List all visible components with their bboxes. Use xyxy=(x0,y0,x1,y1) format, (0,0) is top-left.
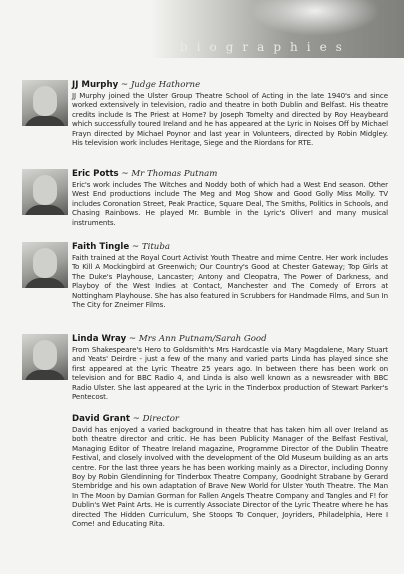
headshot-head xyxy=(33,340,57,370)
separator: ~ xyxy=(128,334,137,344)
banner-title: biographies xyxy=(180,40,351,54)
person-name: JJ Murphy xyxy=(72,80,119,90)
person-name: Eric Potts xyxy=(72,169,119,179)
headshot-photo xyxy=(22,80,68,126)
separator: ~ xyxy=(121,169,129,179)
bio-text xyxy=(72,414,388,528)
headshot-shoulders xyxy=(24,278,66,288)
bio-text xyxy=(72,80,388,147)
headshot-shoulders xyxy=(24,116,66,126)
name-line xyxy=(72,334,388,345)
headshot-shoulders xyxy=(24,370,66,380)
banner xyxy=(0,0,404,58)
person-role: Mrs Ann Putnam/Sarah Good xyxy=(138,334,267,344)
headshot-head xyxy=(33,86,57,116)
person-role: Tituba xyxy=(141,242,170,252)
separator: ~ xyxy=(132,414,140,424)
bio-paragraph: Eric's work includes The Witches and Noddy both of which had a West End season. Other West End productions include The Meg and Mog Show and Good Golly Miss Molly. TV includes Coronation Street, Peak Practice, Square Deal, The Smiths, Politics in Schools, and Chasing Rainbows. He played Mr. Bumble in the Lyric's Oliver! and many musical instruments. xyxy=(72,180,388,227)
headshot-photo xyxy=(22,334,68,380)
person-name: Faith Tingle xyxy=(72,242,130,252)
bio-paragraph: Faith trained at the Royal Court Activist Youth Theatre and mime Centre. Her work includes To Kill A Mockingbird at Greenwich; Our Country's Good at Chester Gateway; Top Girls at The Duke's Playhouse, Lancaster; Antony and Cleopatra, The Power of Darkness, and Playboy of the West Indies at Contact, Manchester and The Comedy of Errors at Nottingham Playhouse. She has also featured in Scrubbers for Handmade Films, and Sun In The City for Zneimer Films. xyxy=(72,253,388,310)
headshot-photo xyxy=(22,169,68,215)
headshot-shoulders xyxy=(24,205,66,215)
name-line xyxy=(72,242,388,253)
bio-text xyxy=(72,169,388,227)
bio-paragraph: David has enjoyed a varied background in theatre that has taken him all over Ireland as both theatre director and critic. He has been Publicity Manager of the Belfast Festival, Managing Editor of Theatre Ireland magazine, Programme Director of the Dublin Theatre Festival, and closely involved with the development of the Old Museum building as an arts centre. For the last three years he has been working mainly as a Director, including Donny Boy by Robin Glendinning for Tinderbox Theatre Company, Goodnight Strabane by Gerard Stembridge and his own adaptation of Brave New World for Ulster Youth Theatre. The Man In The Moon by Damian Gorman for Fallen Angels Theatre Company and Tangles and F! for Dublin's Wet Paint Arts. He is currently Associate Director of the Lyric Theatre where he has directed The Hidden Curriculum, She Stoops To Conquer, Joyriders, Philadelphia, Here I Come! and Educating Rita. xyxy=(72,425,388,529)
bio-text xyxy=(72,334,388,401)
person-role: Judge Hathorne xyxy=(130,80,201,90)
person-role: Director xyxy=(142,414,180,424)
separator: ~ xyxy=(120,80,129,90)
person-name: David Grant xyxy=(72,414,130,424)
bio-text xyxy=(72,242,388,309)
bio-paragraph: From Shakespeare's Hero to Goldsmith's Mrs Hardcastle via Mary Magdalene, Mary Stuart and Yeats' Deirdre - just a few of the many and varied parts Linda has played since she first appeared at the Lyric Theatre 25 years ago. In between there has been work on television and for BBC Radio 4, and Linda is also well known as a newsreader with BBC Radio Ulster. She last appeared at the Lyric in the Tinderbox production of Stewart Parker's Pentecost. xyxy=(72,345,388,402)
name-line xyxy=(72,414,388,425)
headshot-head xyxy=(33,175,57,205)
name-line xyxy=(72,80,388,91)
name-line xyxy=(72,169,388,180)
bio-paragraph: JJ Murphy joined the Ulster Group Theatre School of Acting in the late 1940's and since worked extensively in television, radio and theatre in both Dublin and Belfast. His theatre credits include Is The Priest at Home? by Joseph Tomelty and directed by Roy Heaybeard which successfully toured Ireland and he has appeared at the Lyric in Noises Off by Michael Frayn directed by Michael Poynor and last year in Volunteers, directed by Robin Midgley. His television work includes Heritage, Siege and the Riordans for RTE. xyxy=(72,91,388,148)
person-name: Linda Wray xyxy=(72,334,127,344)
separator: ~ xyxy=(131,242,140,252)
headshot-head xyxy=(33,248,57,278)
headshot-photo xyxy=(22,242,68,288)
person-role: Mr Thomas Putnam xyxy=(131,169,218,179)
banner-glow xyxy=(250,0,380,36)
